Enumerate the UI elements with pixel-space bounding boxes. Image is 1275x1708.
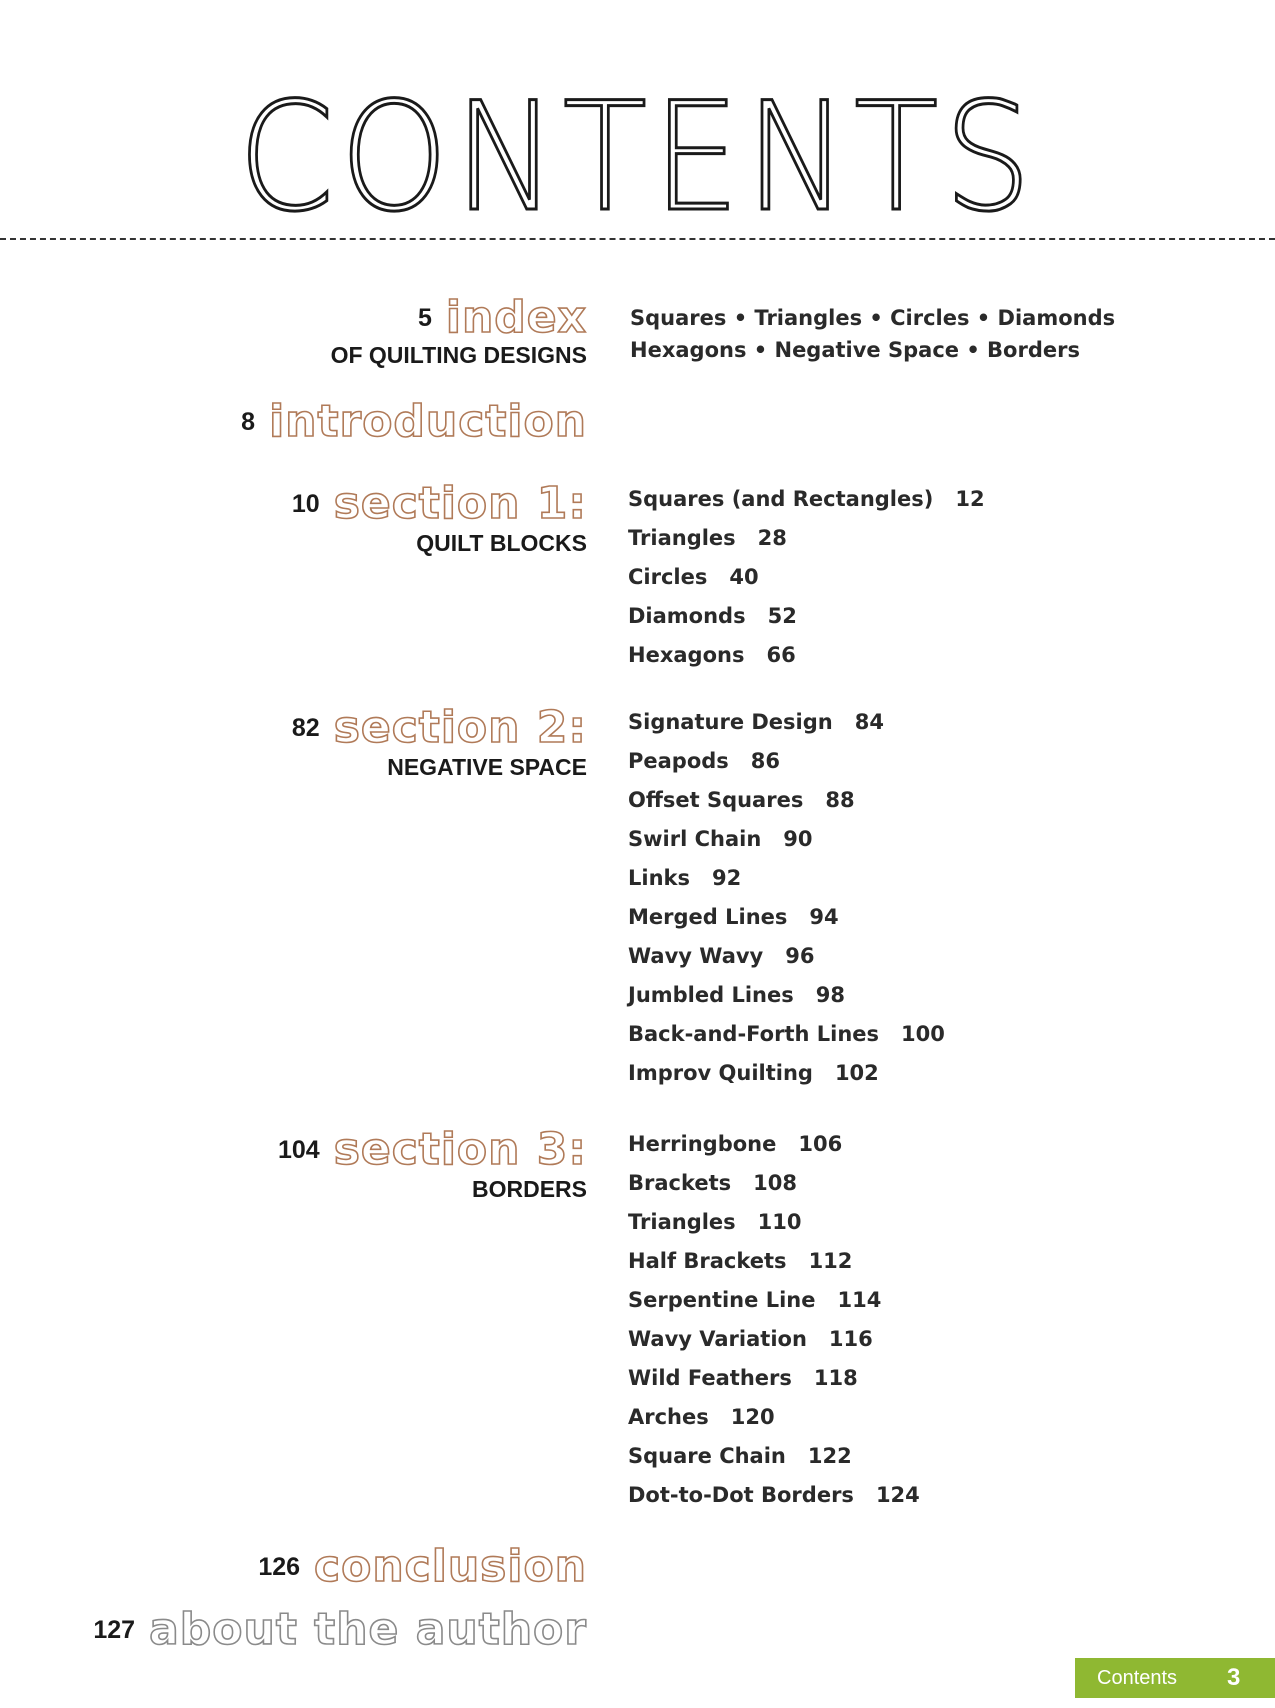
entry-title: Back-and-Forth Lines — [628, 1022, 880, 1046]
entry-page: 84 — [854, 710, 884, 734]
toc-entry[interactable] — [628, 863, 945, 902]
entry-title: Arches — [628, 1405, 709, 1429]
toc-entry[interactable] — [628, 1402, 920, 1441]
footer-page-number: 3 — [1227, 1664, 1241, 1691]
entry-title: Signature Design — [628, 710, 833, 734]
entry-title: Jumbled Lines — [628, 983, 794, 1007]
toc-entry[interactable] — [628, 601, 985, 640]
footer-page-tab — [1075, 1658, 1275, 1698]
entry-page: 120 — [730, 1405, 775, 1429]
entry-page: 110 — [757, 1210, 802, 1234]
conclusion-heading-row[interactable] — [258, 1543, 587, 1591]
entry-title: Wild Feathers — [628, 1366, 792, 1390]
entry-page: 90 — [783, 827, 813, 851]
entry-page: 122 — [807, 1444, 852, 1468]
entry-page: 112 — [808, 1249, 853, 1273]
index-desc-line-1: Squares • Triangles • Circles • Diamonds — [630, 306, 1116, 330]
toc-entry[interactable] — [628, 1441, 920, 1480]
entry-title: Triangles — [628, 1210, 736, 1234]
toc-entry[interactable] — [628, 941, 945, 980]
entry-title: Dot-to-Dot Borders — [628, 1483, 854, 1507]
entry-title: Hexagons — [628, 643, 745, 667]
entry-title: Offset Squares — [628, 788, 804, 812]
toc-entry[interactable] — [628, 1129, 920, 1168]
section2-page-number: 82 — [291, 713, 320, 742]
entry-title: Wavy Variation — [628, 1327, 807, 1351]
toc-entry[interactable] — [628, 824, 945, 863]
toc-entry[interactable] — [628, 902, 945, 941]
section1-heading: section 1: — [333, 478, 587, 529]
entry-page: 28 — [757, 526, 787, 550]
toc-entry[interactable] — [628, 1363, 920, 1402]
section3-entry-list — [628, 1129, 920, 1519]
toc-entry[interactable] — [628, 1019, 945, 1058]
entry-page: 96 — [785, 944, 815, 968]
section2-heading: section 2: — [333, 702, 587, 753]
entry-title: Brackets — [628, 1171, 732, 1195]
section2-subheading: NEGATIVE SPACE — [387, 754, 587, 780]
index-desc-line-2: Hexagons • Negative Space • Borders — [630, 338, 1080, 362]
section3-subheading: BORDERS — [471, 1176, 587, 1202]
about-page-number: 127 — [93, 1615, 136, 1644]
index-page-number: 5 — [417, 303, 432, 332]
toc-entry[interactable] — [628, 1207, 920, 1246]
section3-heading: section 3: — [333, 1124, 587, 1175]
entry-title: Merged Lines — [628, 905, 788, 929]
toc-entry[interactable] — [628, 523, 985, 562]
section3-page-number: 104 — [277, 1135, 320, 1164]
toc-entry[interactable] — [628, 1058, 945, 1097]
entry-title: Serpentine Line — [628, 1288, 816, 1312]
entry-page: 92 — [712, 866, 742, 890]
entry-title: Diamonds — [628, 604, 746, 628]
section2-heading-row[interactable] — [292, 704, 587, 752]
section1-subheading: QUILT BLOCKS — [416, 530, 587, 556]
index-heading-row[interactable] — [418, 294, 587, 342]
toc-entry[interactable] — [628, 707, 945, 746]
toc-entry[interactable] — [628, 746, 945, 785]
entry-page: 116 — [828, 1327, 873, 1351]
toc-entry[interactable] — [628, 1246, 920, 1285]
entry-title: Herringbone — [628, 1132, 777, 1156]
section2-entry-list — [628, 707, 945, 1097]
conclusion-page-number: 126 — [258, 1552, 301, 1581]
entry-title: Circles — [628, 565, 708, 589]
introduction-heading-row[interactable] — [241, 398, 587, 446]
entry-page: 94 — [809, 905, 839, 929]
index-subheading: OF QUILTING DESIGNS — [330, 342, 587, 368]
entry-page: 88 — [825, 788, 855, 812]
entry-page: 100 — [901, 1022, 945, 1046]
section1-heading-row[interactable] — [292, 480, 587, 528]
dashed-divider — [0, 238, 1275, 240]
entry-page: 40 — [729, 565, 759, 589]
entry-page: 106 — [798, 1132, 843, 1156]
about-heading-row[interactable] — [93, 1606, 587, 1654]
about-heading: about the author — [149, 1604, 587, 1655]
entry-title: Half Brackets — [628, 1249, 787, 1273]
section3-heading-row[interactable] — [278, 1126, 587, 1174]
toc-entry[interactable] — [628, 484, 985, 523]
toc-entry[interactable] — [628, 1285, 920, 1324]
toc-entry[interactable] — [628, 785, 945, 824]
toc-entry[interactable] — [628, 1480, 920, 1519]
entry-page: 66 — [766, 643, 796, 667]
entry-title: Links — [628, 866, 690, 890]
entry-page: 12 — [955, 487, 985, 511]
toc-entry[interactable] — [628, 1168, 920, 1207]
entry-title: Wavy Wavy — [628, 944, 764, 968]
section1-entry-list — [628, 484, 985, 679]
conclusion-heading: conclusion — [314, 1541, 587, 1592]
entry-title: Square Chain — [628, 1444, 786, 1468]
entry-title: Swirl Chain — [628, 827, 762, 851]
toc-entry[interactable] — [628, 640, 985, 679]
toc-entry[interactable] — [628, 562, 985, 601]
entry-title: Squares (and Rectangles) — [628, 487, 934, 511]
index-description — [630, 302, 1115, 366]
entry-page: 98 — [815, 983, 845, 1007]
entry-page: 102 — [834, 1061, 879, 1085]
entry-page: 118 — [813, 1366, 858, 1390]
footer-label: Contents — [1097, 1666, 1178, 1689]
entry-page: 86 — [750, 749, 781, 773]
entry-title: Improv Quilting — [628, 1061, 813, 1085]
entry-page: 108 — [753, 1171, 798, 1195]
entry-title: Peapods — [628, 749, 729, 773]
toc-entry[interactable] — [628, 980, 945, 1019]
entry-page: 114 — [837, 1288, 882, 1312]
index-heading: index — [445, 292, 587, 343]
toc-entry[interactable] — [628, 1324, 920, 1363]
entry-page: 52 — [767, 604, 797, 628]
introduction-page-number: 8 — [241, 407, 256, 436]
page-title: CONTENTS — [238, 71, 1037, 245]
entry-page: 124 — [875, 1483, 920, 1507]
entry-title: Triangles — [628, 526, 736, 550]
section1-page-number: 10 — [291, 489, 320, 518]
introduction-heading: introduction — [269, 396, 587, 447]
